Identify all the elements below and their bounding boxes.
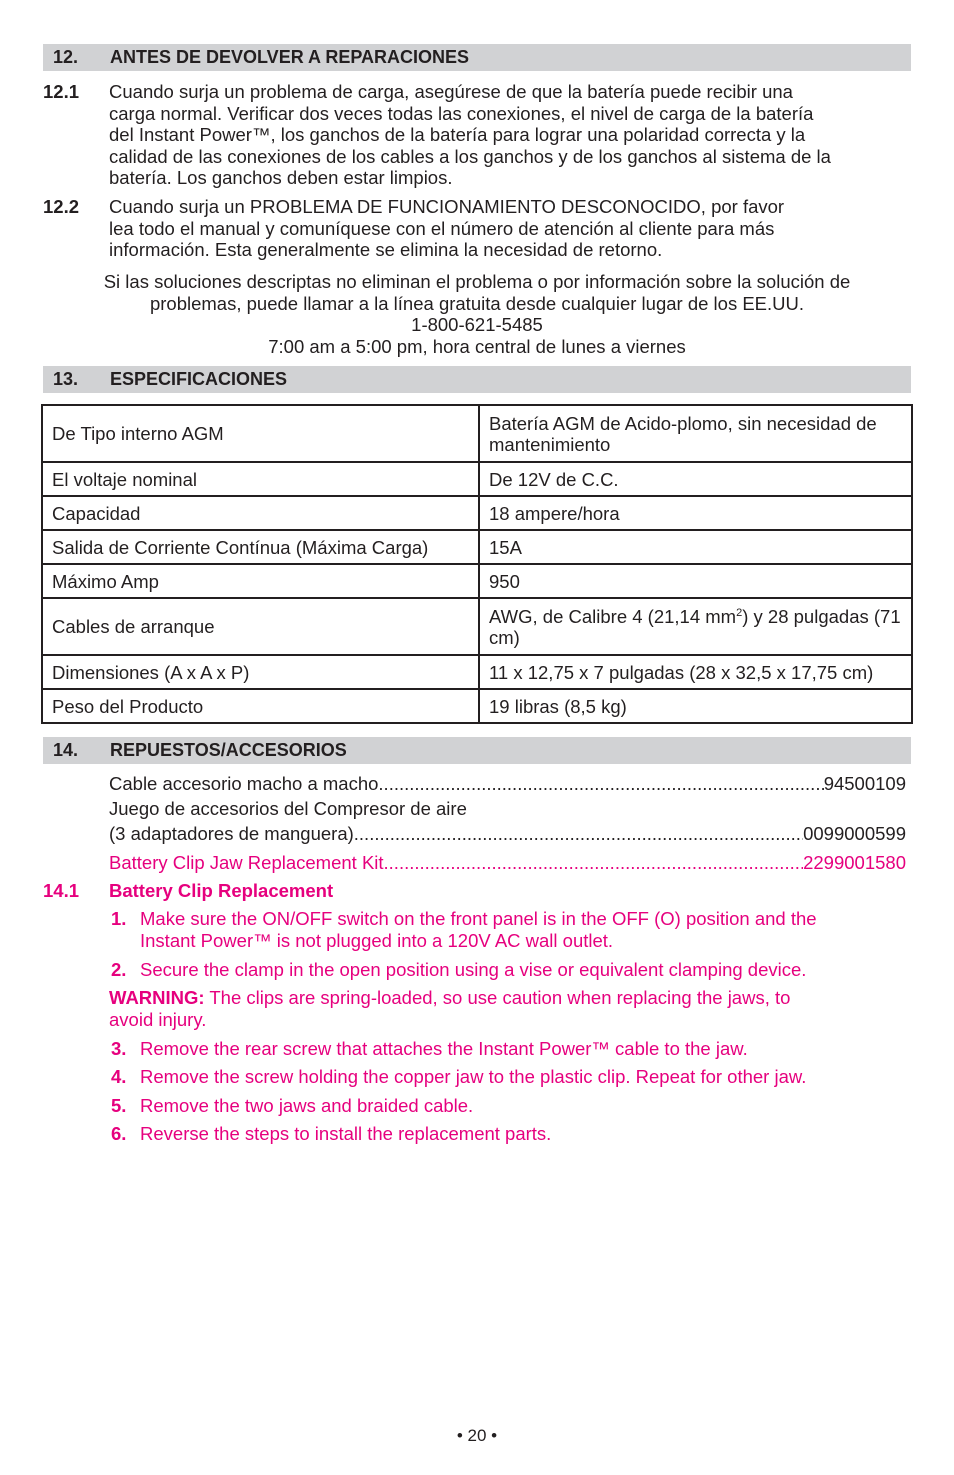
section-12-header — [43, 44, 911, 71]
table-row — [42, 496, 912, 530]
step-number: 2. — [111, 959, 127, 980]
subsection-title: Battery Clip Replacement — [109, 880, 334, 901]
text-line: Si las soluciones descriptas no eliminan el problema o por información sobre la solución de — [103, 271, 851, 292]
part-number: 94500109 — [823, 772, 906, 794]
leader-dots — [354, 823, 803, 845]
section-title: REPUESTOS/ACCESORIOS — [110, 740, 347, 760]
table-row — [42, 564, 912, 598]
spec-label: Máximo Amp — [42, 564, 479, 598]
section-number: 13. — [53, 369, 79, 389]
text-line: lea todo el manual y comuníquese con el número de atención al cliente para más — [109, 217, 775, 239]
step-number: 5. — [111, 1095, 127, 1116]
spec-value: 11 x 12,75 x 7 pulgadas (28 x 32,5 x 17,75 cm) — [479, 655, 912, 689]
spec-label: Capacidad — [42, 496, 479, 530]
paragraph-number: 12.2 — [43, 196, 80, 217]
spec-value: 18 ampere/hora — [479, 496, 912, 530]
step-text: Reverse the steps to install the replacement parts. — [140, 1123, 552, 1144]
step-number: 6. — [111, 1123, 127, 1144]
list-item — [109, 845, 906, 874]
spec-label: Salida de Corriente Contínua (Máxima Carga) — [42, 530, 479, 564]
text-line: información. Esta generalmente se elimina la necesidad de retorno. — [109, 239, 663, 260]
text-line — [109, 987, 911, 1009]
spec-label: Cables de arranque — [42, 598, 479, 655]
step-text: Secure the clamp in the open position using a vise or equivalent clamping device. — [140, 959, 807, 980]
specifications-table — [41, 404, 913, 724]
warning-note — [109, 987, 911, 1030]
warning-label: WARNING: — [109, 987, 205, 1008]
section-14-header — [43, 737, 911, 764]
service-hours: 7:00 am a 5:00 pm, hora central de lunes a viernes — [268, 335, 686, 357]
text-line: batería. Los ganchos deben estar limpios. — [109, 167, 453, 188]
text-line: problemas, puede llamar a la línea gratuita desde cualquier lugar de los EE.UU. — [149, 292, 805, 314]
part-name: Juego de accesorios del Compresor de aire — [109, 798, 467, 819]
text-line: Cuando surja un PROBLEMA DE FUNCIONAMIENTO DESCONOCIDO, por favor — [109, 196, 785, 217]
step-text — [140, 908, 911, 951]
text-line: carga normal. Verificar dos veces todas las conexiones, el nivel de carga de la batería — [109, 102, 814, 124]
table-row — [42, 462, 912, 496]
spec-label: El voltaje nominal — [42, 462, 479, 496]
leader-dots — [378, 773, 823, 795]
text-line: avoid injury. — [109, 1008, 207, 1030]
text-line: del Instant Power™, los ganchos de la batería para lograr una polaridad correcta y la — [109, 124, 806, 145]
part-number: 0099000599 — [803, 823, 906, 844]
spec-value: 15A — [479, 530, 912, 564]
phone-number: 1-800-621-5485 — [411, 314, 543, 335]
table-row — [42, 598, 912, 655]
value-text: AWG, de Calibre 4 (21,14 mm — [489, 605, 737, 627]
section-number: 12. — [53, 47, 79, 67]
table-row — [42, 530, 912, 564]
text-line: calidad de las conexiones de los cables a los ganchos y de los ganchos al sistema de la — [109, 145, 831, 167]
parts-list — [109, 765, 906, 874]
leader-dots — [384, 852, 804, 874]
step-text: Remove the rear screw that attaches the Instant Power™ cable to the jaw. — [140, 1038, 748, 1059]
step-number: 3. — [111, 1038, 127, 1059]
subsection-number: 14.1 — [43, 880, 80, 901]
table-row — [42, 405, 912, 462]
part-number: 2299001580 — [803, 852, 906, 873]
list-item — [109, 823, 906, 845]
step-number: 4. — [111, 1066, 127, 1087]
part-name: Battery Clip Jaw Replacement Kit — [109, 852, 384, 873]
spec-value: 19 libras (8,5 kg) — [479, 689, 912, 723]
step-text: Remove the two jaws and braided cable. — [140, 1095, 474, 1116]
text-line: Make sure the ON/OFF switch on the front panel is in the OFF (O) position and the — [140, 908, 817, 929]
contact-info — [43, 271, 911, 357]
table-row — [42, 689, 912, 723]
spec-value: Batería AGM de Acido-plomo, sin necesidad de mantenimiento — [479, 405, 912, 462]
value-text: ) y 28 pulgadas (71 cm) — [489, 605, 901, 648]
section-title: ESPECIFICACIONES — [110, 369, 288, 389]
part-name: Cable accesorio macho a macho — [109, 772, 379, 794]
superscript: 2 — [736, 606, 743, 619]
step-number: 1. — [111, 908, 127, 929]
warning-text: The clips are spring-loaded, so use caution when replacing the jaws, to — [204, 987, 791, 1008]
text-line: Cuando surja un problema de carga, asegúrese de que la batería puede recibir una — [109, 81, 793, 102]
paragraph-number: 12.1 — [43, 81, 80, 102]
part-name: (3 adaptadores de manguera) — [109, 823, 354, 844]
text-line: Instant Power™ is not plugged into a 120V AC wall outlet. — [140, 929, 614, 951]
spec-label: Peso del Producto — [42, 689, 479, 723]
step-text: Remove the screw holding the copper jaw to the plastic clip. Repeat for other jaw. — [140, 1066, 807, 1087]
section-number: 14. — [53, 740, 79, 760]
section-title: ANTES DE DEVOLVER A REPARACIONES — [110, 47, 470, 67]
table-row — [42, 655, 912, 689]
spec-value: De 12V de C.C. — [479, 462, 912, 496]
spec-label: De Tipo interno AGM — [42, 405, 479, 462]
spec-value — [479, 598, 912, 655]
spec-label: Dimensiones (A x A x P) — [42, 655, 479, 689]
paragraph-text — [109, 81, 911, 189]
paragraph-text — [109, 196, 911, 261]
spec-value: 950 — [479, 564, 912, 598]
list-item — [109, 765, 906, 794]
page-number: • 20 • — [456, 1426, 498, 1445]
section-13-header — [43, 366, 911, 393]
